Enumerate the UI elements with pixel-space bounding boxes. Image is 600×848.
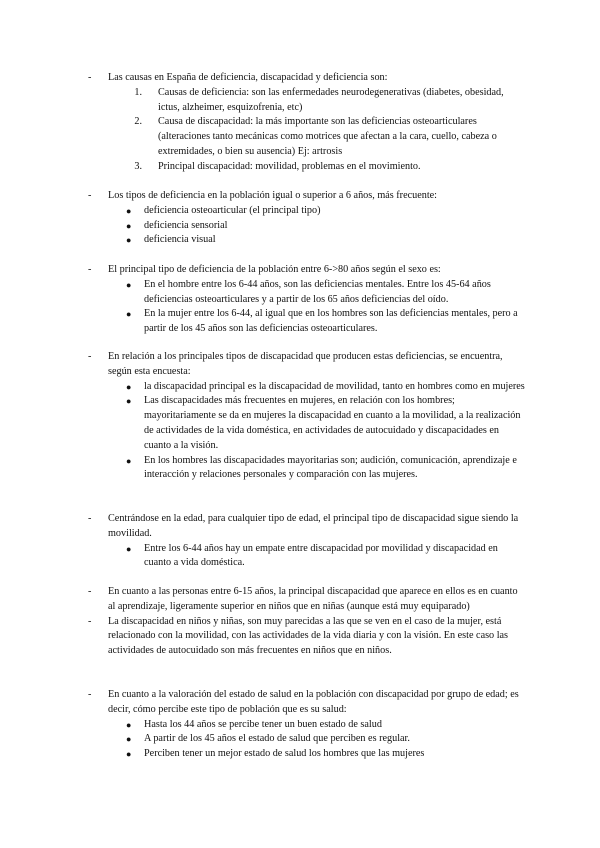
bullet-list <box>86 542 526 572</box>
bullet-item <box>86 233 526 248</box>
item-text: la discapacidad principal es la discapacidad de movilidad, tanto en hombres como en mujeres <box>144 380 525 392</box>
section-children <box>86 585 526 659</box>
section-text: Centrándose en la edad, para cualquier tipo de edad, el principal tipo de discapacidad sigue siendo la movilidad. <box>108 513 519 539</box>
dash-marker: - <box>88 615 92 627</box>
section-text: El principal tipo de deficiencia de la población entre 6->80 años según el sexo es: <box>108 264 441 275</box>
item-number: 1. <box>134 86 142 98</box>
section-health-perception <box>86 688 526 762</box>
dash-item <box>86 350 526 380</box>
item-number: 2. <box>134 116 142 128</box>
dash-item <box>86 512 526 542</box>
item-text: Hasta los 44 años se percibe tener un buen estado de salud <box>144 718 382 730</box>
section-deficiency-by-sex <box>86 263 526 337</box>
dash-item <box>86 263 526 278</box>
item-text: A partir de los 45 años el estado de salud que perciben es regular. <box>144 733 410 745</box>
item-text: deficiencia osteoarticular (el principal tipo) <box>144 204 321 216</box>
dash-item <box>86 71 526 86</box>
bullet-item <box>86 394 526 453</box>
bullet-list <box>86 380 526 484</box>
item-text: En la mujer entre los 6-44, al igual que en los hombres son las deficiencias mentales, pero a partir de los 45 años son las deficiencias osteoarticulares. <box>144 308 518 335</box>
dash-marker: - <box>88 72 92 83</box>
item-number: 3. <box>134 160 142 172</box>
item-text: Causas de deficiencia: son las enfermedades neurodegenerativas (diabetes, obesidad, ictus, alzheimer, esquizofrenia, etc) <box>158 86 504 113</box>
dash-marker: - <box>88 586 92 597</box>
item-text: deficiencia sensorial <box>144 219 228 231</box>
dash-item <box>86 688 526 718</box>
dash-item <box>86 615 526 659</box>
bullet-list <box>86 718 526 762</box>
bullet-list <box>86 278 526 337</box>
section-disability-types <box>86 350 526 483</box>
bullet-icon: ● <box>126 749 132 760</box>
item-text: Las discapacidades más frecuentes en mujeres, en relación con los hombres; mayoritariamente se da en mujeres la discapacidad en cuanto a la movilidad, a la realización de actividades de la vida doméstica, en actividades de autocuidado y discapacidades en cuanto a la visión. <box>144 395 521 451</box>
item-text: Perciben tener un mejor estado de salud los hombres que las mujeres <box>144 748 425 760</box>
section-text: La discapacidad en niños y niñas, son muy parecidas a las que se ven en el caso de la mujer, está relacionado con la movilidad, con las actividades de la vida diaria y con la visión. En este caso las actividades de autocuidado son más frecuentes en niños que en niños. <box>108 615 509 657</box>
dash-marker: - <box>88 513 92 524</box>
numbered-list <box>86 86 526 175</box>
bullet-item <box>86 219 526 234</box>
numbered-item <box>86 160 526 175</box>
bullet-icon: ● <box>126 396 132 407</box>
bullet-icon: ● <box>126 734 132 745</box>
bullet-item <box>86 204 526 219</box>
bullet-icon: ● <box>126 235 132 246</box>
bullet-item <box>86 747 526 762</box>
bullet-item <box>86 732 526 747</box>
item-text: En el hombre entre los 6-44 años, son las deficiencias mentales. Entre los 45-64 años deficiencias osteoarticulares y a partir de los 65 años deficiencias del oído. <box>144 278 491 305</box>
bullet-item <box>86 718 526 733</box>
item-text: Causa de discapacidad: la más importante son las deficiencias osteoarticulares (alteraciones tanto mecánicas como motrices que afectan a la cara, cuello, cabeza o extremidades, o bien su ausencia) Ej: artrosis <box>158 116 497 157</box>
dash-marker: - <box>88 190 92 201</box>
section-deficiency-types <box>86 189 526 248</box>
bullet-list <box>86 204 526 248</box>
bullet-icon: ● <box>126 205 132 216</box>
dash-item <box>86 585 526 615</box>
dash-marker: - <box>88 689 92 700</box>
bullet-icon: ● <box>126 309 132 320</box>
numbered-item <box>86 115 526 159</box>
bullet-item <box>86 542 526 572</box>
numbered-item <box>86 86 526 116</box>
bullet-icon: ● <box>126 455 132 466</box>
item-text: deficiencia visual <box>144 234 216 246</box>
dash-marker: - <box>88 264 92 275</box>
bullet-item <box>86 380 526 395</box>
section-text: Las causas en España de deficiencia, discapacidad y deficiencia son: <box>108 72 388 83</box>
section-text: En cuanto a la valoración del estado de salud en la población con discapacidad por grupo de edad; es decir, cómo percibe este tipo de población que es su salud: <box>108 689 519 715</box>
bullet-icon: ● <box>126 220 132 231</box>
item-text: Entre los 6-44 años hay un empate entre discapacidad por movilidad y discapacidad en cuanto a vida doméstica. <box>144 542 498 569</box>
section-age <box>86 512 526 571</box>
section-text: En cuanto a las personas entre 6-15 años, la principal discapacidad que aparece en ellos es en cuanto al aprendizaje, ligeramente superior en niños que en niñas (aunque está muy equiparado) <box>108 586 518 612</box>
bullet-icon: ● <box>126 543 132 554</box>
bullet-item <box>86 307 526 337</box>
dash-item <box>86 189 526 204</box>
item-text: En los hombres las discapacidades mayoritarias son; audición, comunicación, aprendizaje e interacción y relaciones personales y comparación con las mujeres. <box>144 454 517 481</box>
section-text: Los tipos de deficiencia en la población igual o superior a 6 años, más frecuente: <box>108 190 437 201</box>
section-causes <box>86 71 526 175</box>
dash-marker: - <box>88 351 92 362</box>
section-text: En relación a los principales tipos de discapacidad que producen estas deficiencias, se encuentra, según esta encuesta: <box>108 351 503 377</box>
bullet-item <box>86 454 526 484</box>
bullet-icon: ● <box>126 279 132 290</box>
bullet-icon: ● <box>126 719 132 730</box>
bullet-item <box>86 278 526 308</box>
item-text: Principal discapacidad: movilidad, problemas en el movimiento. <box>158 160 421 172</box>
bullet-icon: ● <box>126 381 132 392</box>
